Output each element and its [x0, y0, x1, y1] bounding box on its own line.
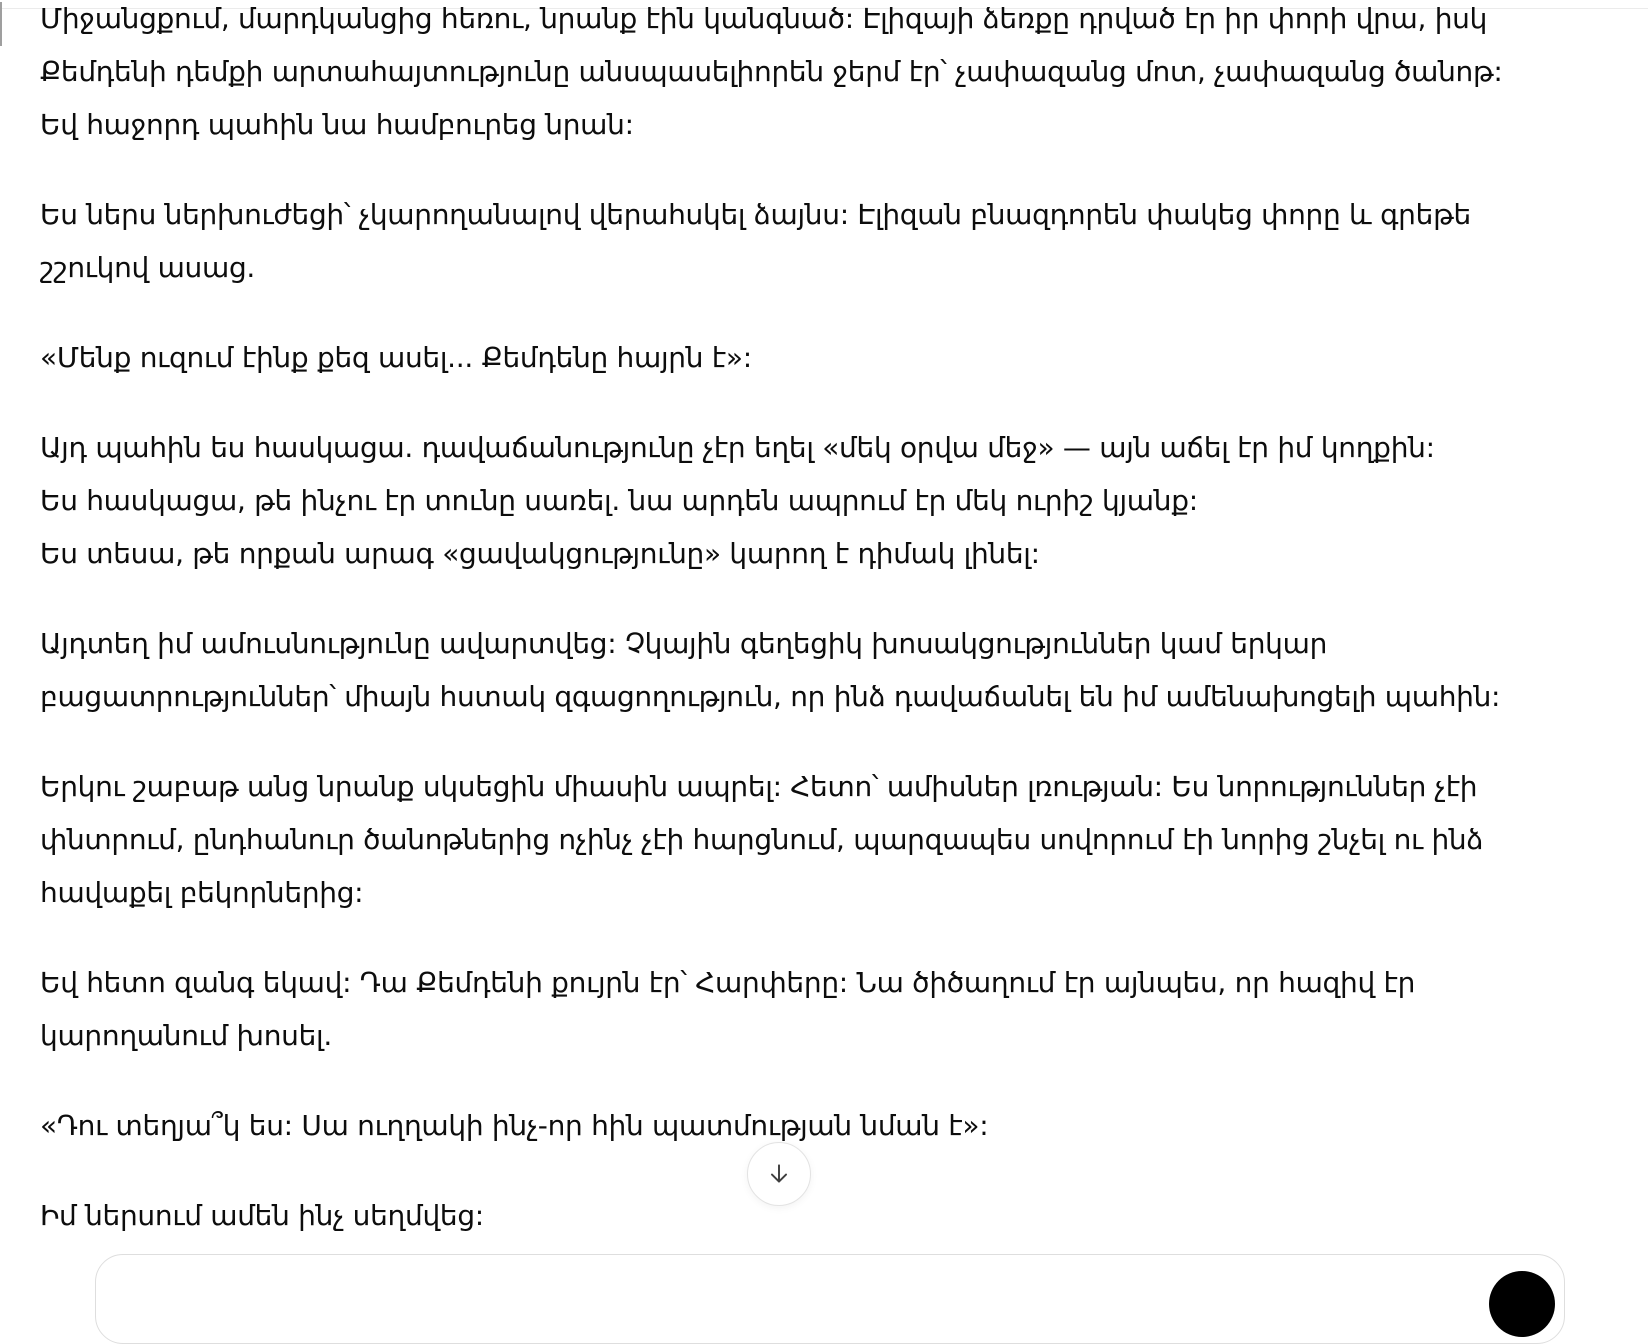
message-text-line: «Մենք ուզում էինք քեզ ասել... Քեմդենը հայրն է»: [40, 341, 752, 374]
message-text-line: Ես հասկացա, թե ինչու էր տունը սառել. նա արդեն ապրում էր մեկ ուրիշ կյանք: [40, 484, 1198, 517]
assistant-message [40, 0, 1600, 1279]
paragraph-2 [40, 188, 1600, 294]
message-input-box[interactable] [95, 1254, 1565, 1344]
message-text-line: փնտրում, ընդհանուր ծանոթներից ոչինչ չէի հարցնում, պարզապես սովորում էի նորից շնչել ու ինձ [40, 823, 1484, 856]
message-text-line: Քեմդենի դեմքի արտահայտությունը անսպասելիորեն ջերմ էր՝ չափազանց մոտ, չափազանց ծանոթ: [40, 55, 1503, 88]
message-text-line: բացատրություններ՝ միայն հստակ զգացողություն, որ ինձ դավաճանել են իմ ամենախոցելի պահին: [40, 680, 1501, 713]
message-text-line: Ես տեսա, թե որքան արագ «ցավակցությունը» կարող է դիմակ լինել: [40, 537, 1040, 570]
message-text-line: Այդ պահին ես հասկացա. դավաճանությունը չէր եղել «մեկ օրվա մեջ» — այն աճել էր իմ կողքին: [40, 431, 1435, 464]
message-text-line: Այդտեղ իմ ամուսնությունը ավարտվեց: Չկային գեղեցիկ խոսակցություններ կամ երկար [40, 627, 1328, 660]
down-arrow-icon [766, 1161, 792, 1187]
message-text-line: Իմ ներսում ամեն ինչ սեղմվեց: [40, 1199, 484, 1232]
message-text-line: Ես ներս ներխուժեցի՝ չկարողանալով վերահսկել ձայնս: Էլիզան բնազդորեն փակեց փորը և գրեթե [40, 198, 1471, 231]
paragraph-3-quote [40, 331, 1600, 384]
paragraph-7 [40, 956, 1600, 1062]
message-text-line: շշուկով ասաց. [40, 251, 256, 284]
paragraph-8-quote [40, 1099, 1600, 1152]
scroll-to-bottom-button[interactable] [747, 1142, 811, 1206]
paragraph-4 [40, 421, 1600, 580]
message-text-line: «Դու տեղյա՞կ ես: Սա ուղղակի ինչ-որ հին պատմության նման է»: [40, 1109, 989, 1142]
message-text-line: Եվ հետո զանգ եկավ: Դա Քեմդենի քույրն էր՝ Հարփերը: Նա ծիծաղում էր այնպես, որ հազիվ էր [40, 966, 1416, 999]
left-edge-fragment [0, 2, 2, 46]
message-text-line: Եվ հաջորդ պահին նա համբուրեց նրան: [40, 108, 634, 141]
message-text-line: կարողանում խոսել. [40, 1019, 332, 1052]
message-text-line: Միջանցքում, մարդկանցից հեռու, նրանք էին կանգնած: Էլիզայի ձեռքը դրված էր իր փորի վրա, իսկ [40, 2, 1488, 35]
paragraph-5 [40, 617, 1600, 723]
message-text-line: Երկու շաբաթ անց նրանք սկսեցին միասին ապրել: Հետո՝ ամիսներ լռության: Ես նորություններ չէի [40, 770, 1478, 803]
message-text-line: հավաքել բեկորներից: [40, 876, 364, 909]
paragraph-9 [40, 1189, 1600, 1242]
paragraph-6 [40, 760, 1600, 919]
paragraph-1 [40, 0, 1600, 151]
voice-mode-button[interactable] [1489, 1271, 1555, 1337]
